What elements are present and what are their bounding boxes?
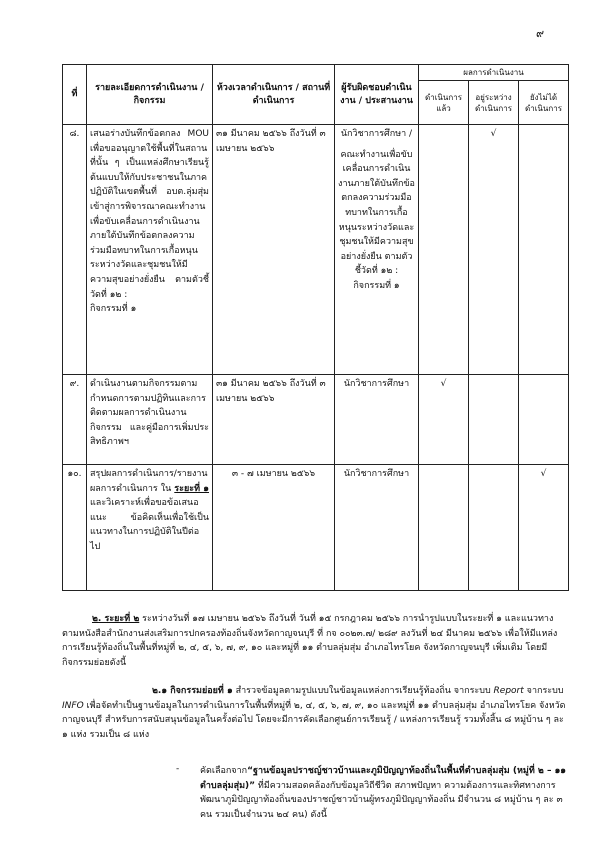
- bullet-paragraph: คัดเลือกจาก“ฐานข้อมูลปราชญ์ชาวบ้านและภูมิปัญญาท้องถิ่นในพื้นที่ตำบลลุ่มสุ่ม (หมู่ที่ ๒ – ๑๑ ตำบลลุ่มสุ่ม)” ที่มีความสอดคล้องกับข้อมูลวิถีชีวิต สภาพปัญหา ความต้องการและทิศทางการพัฒนาภูมิปัญญาท้องถิ่นของปราชญ์ชาวบ้านผู้ทรงภูมิปัญญาท้องถิ่น มีจำนวน ๘ หมู่บ้าน ๆ ละ ๓ คน รวมเป็นจำนวน ๒๔ คน) ดังนี้: [200, 766, 567, 820]
- check-mark-icon: √: [440, 379, 447, 389]
- check-mark-icon: √: [490, 129, 497, 139]
- row-detail: ดำเนินงานตามกิจกรรมตามกำหนดการตามปฏิทินและการติดตามผลการดำเนินงานกิจกรรม และคู่มือการเพิ่มประสิทธิภาพฯ: [87, 375, 213, 465]
- check-mark-icon: √: [540, 469, 547, 479]
- section-2-paragraph: ๒. ระยะที่ ๒ ระหว่างวันที่ ๑๗ เมษายน ๒๕๖๖ ถึงวันที่ วันที่ ๑๕ กรกฎาคม ๒๕๖๖ การนำรูปแบบในระยะที่ ๑ และแนวทางตามหนังสือสำนักงานส่งเสริมการปกครองท้องถิ่นจังหวัดกาญจนบุรี ที่ กจ ๐๐๒๓.๗/ ๒๘๙ ลงวันที่ ๒๔ มีนาคม ๒๕๖๖ เพื่อให้มีแหล่งการเรียนรู้ท้องถิ่นในพื้นที่หมู่ที่ ๒, ๔, ๕, ๖, ๗, ๙, ๑๐ และหมู่ที่ ๑๑ ตำบลลุ่มสุ่ม อำเภอไทรโยค จังหวัดกาญจนบุรี เพิ่มเติม โดยมีกิจกรรมย่อยดังนี้: [62, 614, 558, 668]
- header-detail: รายละเอียดการดำเนินงาน / กิจกรรม: [87, 65, 213, 125]
- table-row: [63, 375, 569, 465]
- header-owner: ผู้รับผิดชอบดำเนินงาน / ประสานงาน: [335, 65, 419, 125]
- row-owner: นักวิชาการศึกษา: [335, 465, 419, 591]
- row-period: ๓๑ มีนาคม ๒๕๖๖ ถึงวันที่ ๓ เมษายน ๒๕๖๖: [213, 375, 335, 465]
- header-no: ที่: [63, 65, 87, 125]
- row-number: ๙.: [63, 375, 87, 465]
- status-done-cell: [419, 465, 469, 591]
- status-notyet-cell: [519, 465, 569, 591]
- row-period: ๓ - ๗ เมษายน ๒๕๖๖: [213, 465, 335, 591]
- status-inprogress-cell: [469, 375, 519, 465]
- row-period: ๓๑ มีนาคม ๒๕๖๖ ถึงวันที่ ๓ เมษายน ๒๕๖๖: [213, 125, 335, 375]
- header-period: ห้วงเวลาดำเนินการ / สถานที่ดำเนินการ: [213, 65, 335, 125]
- row-detail: สรุปผลการดำเนินการ/รายงานผลการดำเนินการ ใน ระยะที่ ๑ และวิเคราะห์เพื่อขอข้อเสนอแนะ ข้อคิดเห็นเพื่อใช้เป็นแนวทางในการปฏิบัติในปีต่อไป: [87, 465, 213, 591]
- row-detail: เสนอร่างบันทึกข้อตกลง MOU เพื่อขออนุญาตใช้พื้นที่ในสถานที่นั้น ๆ เป็นแหล่งศึกษาเรียนรู้ต้นแบบให้กับประชาชนในภาคปฏิบัติในเขตพื้นที่ อบต.ลุ่มสุ่ม เข้าสู่การพิจารณาคณะทำงานเพื่อขับเคลื่อนการดำเนินงานภายใต้บันทึกข้อตกลงความร่วมมือทบาทในการเกื้อหนุนระหว่างวัดและชุมชนให้มีความสุขอย่างยั่งยืน ตามตัวชี้วัดที่ ๑๒ : กิจกรรมที่ ๑: [87, 125, 213, 375]
- status-done-cell: [419, 375, 469, 465]
- status-inprogress-cell: [469, 125, 519, 375]
- activity-table: [62, 64, 569, 591]
- subactivity-2-1-paragraph: ๒.๑ กิจกรรมย่อยที่ ๑ สำรวจข้อมูลตามรูปแบบในข้อมูลแหล่งการเรียนรู้ท้องถิ่น จากระบบ Report จากระบบ INFO เพื่อจัดทำเป็นฐานข้อมูลในการดำเนินการในพื้นที่หมู่ที่ ๒, ๔, ๕, ๖, ๗, ๙, ๑๐ และหมู่ที่ ๑๑ ตำบลลุ่มสุ่ม อำเภอไทรโยค จังหวัดกาญจนบุรี สำหรับการสนับสนุนข้อมูลในครั้งต่อไป โดยจะมีการคัดเลือกศูนย์การเรียนรู้ / แหล่งการเรียนรู้ รวมทั้งสิ้น ๘ หมู่บ้าน ๆ ละ ๑ แห่ง รวมเป็น ๘ แห่ง: [62, 686, 566, 740]
- header-notyet: ยังไม่ได้ดำเนินการ: [519, 81, 569, 125]
- row-number: ๑๐.: [63, 465, 87, 591]
- table-row: [63, 125, 569, 375]
- row-owner: นักวิชาการศึกษา / คณะทำงานเพื่อขับเคลื่อนการดำเนินงานภายใต้บันทึกข้อตกลงความร่วมมือทบาทในการเกื้อหนุนระหว่างวัดและชุมชนให้มีความสุขอย่างยั่งยืน ตามตัวชี้วัดที่ ๑๒ : กิจกรรมที่ ๑: [335, 125, 419, 375]
- status-notyet-cell: [519, 125, 569, 375]
- page-number: ๙: [536, 27, 545, 40]
- row-owner: นักวิชาการศึกษา: [335, 375, 419, 465]
- status-done-cell: [419, 125, 469, 375]
- status-notyet-cell: [519, 375, 569, 465]
- header-done: ดำเนินการแล้ว: [419, 81, 469, 125]
- header-result: ผลการดำเนินงาน: [419, 65, 569, 81]
- status-inprogress-cell: [469, 465, 519, 591]
- header-inprogress: อยู่ระหว่างดำเนินการ: [469, 81, 519, 125]
- row-number: ๘.: [63, 125, 87, 375]
- table-row: [63, 465, 569, 591]
- bullet-dash: -: [176, 764, 180, 774]
